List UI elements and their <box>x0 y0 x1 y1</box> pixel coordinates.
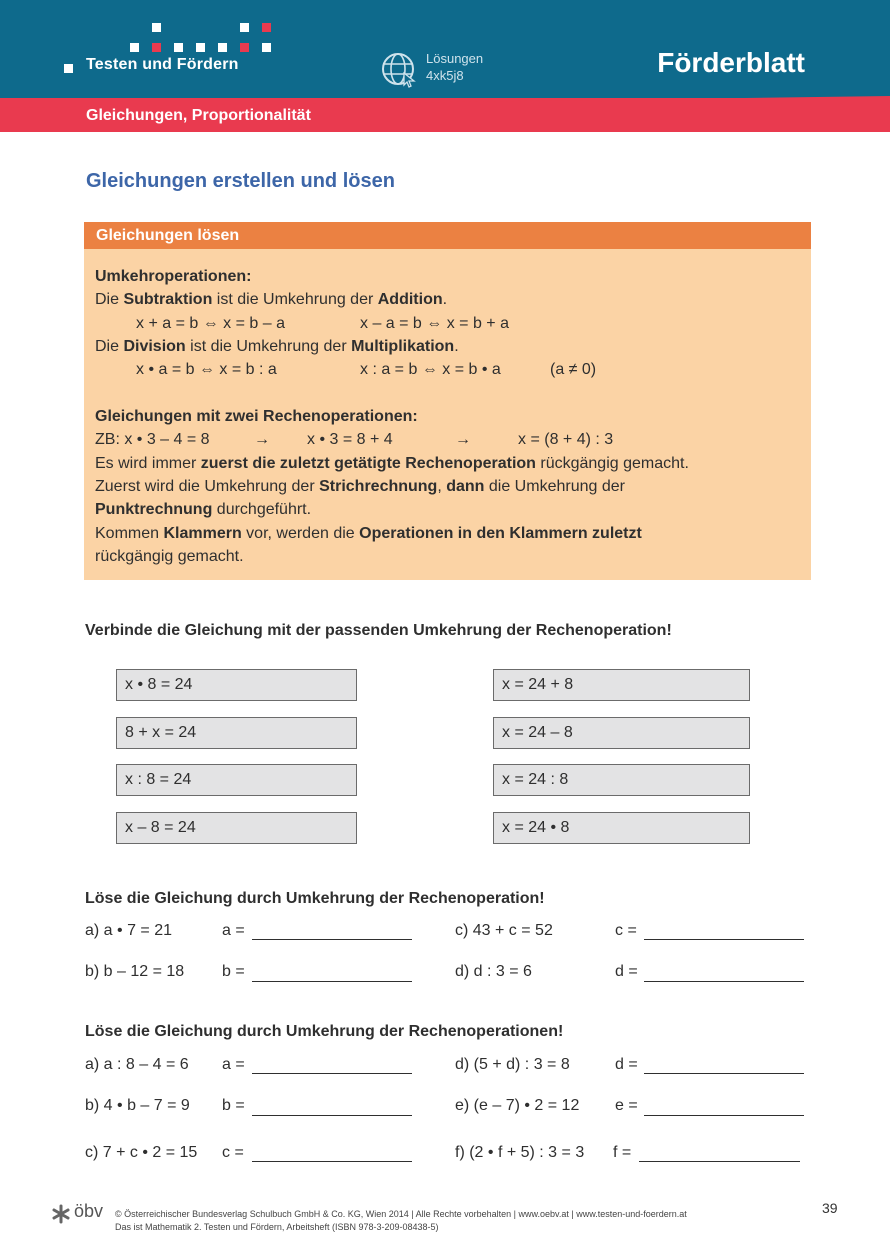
rule-2: Zuerst wird die Umkehrung der Strichrechnung, dann die Umkehrung der <box>95 478 625 495</box>
answer-variable: a = <box>222 922 245 939</box>
answer-variable: b = <box>222 963 245 980</box>
division-rule: Die Division ist die Umkehrung der Multiplikation. <box>95 338 459 355</box>
answer-variable: e = <box>615 1097 638 1114</box>
answer-line[interactable] <box>644 981 804 982</box>
equation-label: c) 7 + c • 2 = 15 <box>85 1144 198 1161</box>
page-heading: Gleichungen erstellen und lösen <box>86 170 395 192</box>
answer-line[interactable] <box>639 1161 800 1162</box>
addition-equation-2: x – a = b ⇔ x = b + a <box>360 315 509 332</box>
match-left-box[interactable]: x • 8 = 24 <box>116 669 357 701</box>
equation-label: a) a • 7 = 21 <box>85 922 172 939</box>
equation-label: b) 4 • b – 7 = 9 <box>85 1097 190 1114</box>
match-left-box[interactable]: 8 + x = 24 <box>116 717 357 749</box>
equation-label: b) b – 12 = 18 <box>85 963 185 980</box>
copyright-line: © Österreichischer Bundesverlag Schulbuch GmbH & Co. KG, Wien 2014 | Alle Rechte vorbehalten | www.oebv.at | www.testen-und-foerdern.at <box>115 1209 687 1219</box>
answer-line[interactable] <box>644 1073 804 1074</box>
two-ops-heading: Gleichungen mit zwei Rechenoperationen: <box>95 408 418 425</box>
publisher-asterisk-icon <box>50 1203 72 1225</box>
equation-label: e) (e – 7) • 2 = 12 <box>455 1097 580 1114</box>
answer-line[interactable] <box>644 939 804 940</box>
match-right-box[interactable]: x = 24 • 8 <box>493 812 750 844</box>
equation-label: d) d : 3 = 6 <box>455 963 532 980</box>
info-box <box>84 222 811 580</box>
equation-label: f) (2 • f + 5) : 3 = 3 <box>455 1144 585 1161</box>
info-box-header <box>84 222 811 249</box>
example-step-1: ZB: x • 3 – 4 = 8 <box>95 431 210 448</box>
answer-variable: b = <box>222 1097 245 1114</box>
answer-variable: f = <box>613 1144 632 1161</box>
answer-line[interactable] <box>252 1161 412 1162</box>
match-left-box[interactable]: x – 8 = 24 <box>116 812 357 844</box>
arrow-right-icon: → <box>455 431 471 448</box>
multiplication-condition: (a ≠ 0) <box>550 361 597 378</box>
brand-name: Testen und Fördern <box>86 56 239 73</box>
equation-label: a) a : 8 – 4 = 6 <box>85 1056 189 1073</box>
match-right-box[interactable]: x = 24 : 8 <box>493 764 750 796</box>
match-right-box[interactable]: x = 24 + 8 <box>493 669 750 701</box>
answer-variable: d = <box>615 963 638 980</box>
subtraction-rule: Die Subtraktion ist die Umkehrung der Addition. <box>95 291 448 308</box>
rule-2-continued: Punktrechnung durchgeführt. <box>95 501 312 518</box>
info-box-title: Gleichungen lösen <box>96 227 240 244</box>
rule-3: Kommen Klammern vor, werden die Operationen in den Klammern zuletzt <box>95 525 642 542</box>
answer-line[interactable] <box>252 939 412 940</box>
header-bar <box>0 0 890 103</box>
answer-variable: a = <box>222 1056 245 1073</box>
equation-label: c) 43 + c = 52 <box>455 922 553 939</box>
answer-variable: d = <box>615 1056 638 1073</box>
globe-icon[interactable] <box>380 51 418 89</box>
answer-line[interactable] <box>252 981 412 982</box>
publisher-logo-text: öbv <box>74 1201 104 1221</box>
match-right-box[interactable]: x = 24 – 8 <box>493 717 750 749</box>
multiplication-equation-2: x : a = b ⇔ x = b • a <box>360 361 501 378</box>
answer-line[interactable] <box>252 1115 412 1116</box>
answer-variable: c = <box>222 1144 244 1161</box>
answer-variable: c = <box>615 922 637 939</box>
solutions-label[interactable]: Lösungen <box>426 51 484 66</box>
example-step-2: x • 3 = 8 + 4 <box>307 431 393 448</box>
chapter-title: Gleichungen, Proportionalität <box>86 107 311 124</box>
exercise-3-instruction: Löse die Gleichung durch Umkehrung der Rechenoperationen! <box>85 1023 564 1040</box>
addition-equation-1: x + a = b ⇔ x = b – a <box>136 315 285 332</box>
rule-3-continued: rückgängig gemacht. <box>95 548 244 565</box>
multiplication-equation-1: x • a = b ⇔ x = b : a <box>136 361 277 378</box>
answer-line[interactable] <box>252 1073 412 1074</box>
exercise-2-instruction: Löse die Gleichung durch Umkehrung der Rechenoperation! <box>85 890 545 907</box>
sheet-title: Förderblatt <box>657 47 805 78</box>
rule-1: Es wird immer zuerst die zuletzt getätigte Rechenoperation rückgängig gemacht. <box>95 455 689 472</box>
match-left-box[interactable]: x : 8 = 24 <box>116 764 357 796</box>
equation-label: d) (5 + d) : 3 = 8 <box>455 1056 570 1073</box>
arrow-right-icon: → <box>254 431 270 448</box>
book-info-line: Das ist Mathematik 2. Testen und Fördern, Arbeitsheft (ISBN 978-3-209-08438-5) <box>115 1222 439 1232</box>
umkehr-heading: Umkehroperationen: <box>95 268 252 285</box>
exercise-1-instruction: Verbinde die Gleichung mit der passenden Umkehrung der Rechenoperation! <box>85 622 672 639</box>
solutions-code[interactable]: 4xk5j8 <box>426 68 464 83</box>
answer-line[interactable] <box>644 1115 804 1116</box>
example-step-3: x = (8 + 4) : 3 <box>518 431 614 448</box>
page-number: 39 <box>822 1200 838 1216</box>
